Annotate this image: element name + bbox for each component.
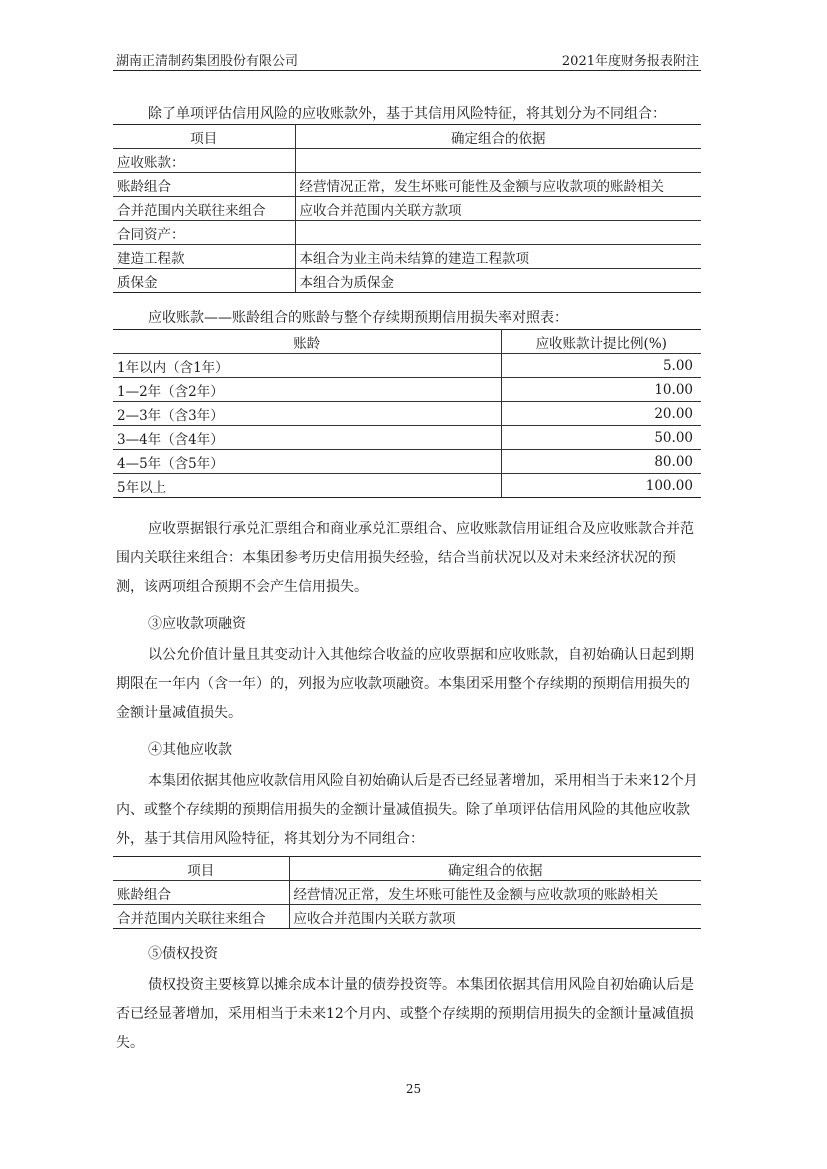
- table-row: [113, 173, 701, 197]
- table-header-cell: 应收账款计提比例(%): [501, 330, 701, 354]
- table-row: [113, 450, 701, 474]
- table-cell: 应收合并范围内关联方款项: [289, 905, 701, 929]
- intro-receivables-grouping: 除了单项评估信用风险的应收账款外，基于其信用风险特征，将其划分为不同组合：: [148, 106, 666, 122]
- notes-paragraph: 本集团依据其他应收款信用风险自初始确认后是否已经显著增加，采用相当于未来12个月内、或整个存续期的预期信用损失的金额计量减值损失。除了单项评估信用风险的其他应收款外，基于其信用风险特征，将其划分为不同组合：: [116, 773, 698, 847]
- header-company: 湖南正清制药集团股份有限公司: [116, 54, 299, 69]
- table-header-cell: 项目: [113, 125, 295, 149]
- table-cell: 2—3年（含3年）: [113, 402, 501, 426]
- table-row: [113, 474, 701, 498]
- notes-paragraph: 应收票据银行承兑汇票组合和商业承兑汇票组合、应收账款信用证组合及应收账款合并范围内关联往来组合：本集团参考历史信用损失经验，结合当前状况以及对未来经济状况的预测，该两项组合预期不会产生信用损失。: [116, 521, 694, 595]
- table-cell: 50.00: [501, 426, 701, 450]
- header-report-title: 2021年度财务报表附注: [561, 54, 699, 69]
- table-cell: 80.00: [501, 450, 701, 474]
- table-cell: 经营情况正常，发生坏账可能性及金额与应收款项的账龄相关: [295, 173, 701, 197]
- section-heading: ④其他应收款: [148, 742, 232, 758]
- table-header-row: [113, 330, 701, 354]
- table-cell: 本组合为业主尚未结算的建造工程款项: [295, 245, 701, 269]
- table-cell: [295, 149, 701, 173]
- table-row: [113, 149, 701, 173]
- table-header-cell: 确定组合的依据: [295, 125, 701, 149]
- table-row: [113, 881, 701, 905]
- table-row: [113, 354, 701, 378]
- table-cell: 5.00: [501, 354, 701, 378]
- table-cell: 账龄组合: [113, 173, 295, 197]
- table-cell: 合并范围内关联往来组合: [113, 197, 295, 221]
- table-cell: 100.00: [501, 474, 701, 498]
- page-number: 25: [405, 1082, 422, 1096]
- table-cell: 1年以内（含1年）: [113, 354, 501, 378]
- intro-aging-rate-table: 应收账款——账龄组合的账龄与整个存续期预期信用损失率对照表：: [148, 310, 568, 326]
- table-cell: 4—5年（含5年）: [113, 450, 501, 474]
- table-cell: 10.00: [501, 378, 701, 402]
- table-row: [113, 402, 701, 426]
- table-cell: 应收账款：: [113, 149, 295, 173]
- table-row: [113, 905, 701, 929]
- table-row: [113, 221, 701, 245]
- table-cell: 建造工程款: [113, 245, 295, 269]
- notes-paragraph: 以公允价值计量且其变动计入其他综合收益的应收票据和应收账款，自初始确认日起到期期限在一年内（含一年）的，列报为应收款项融资。本集团采用整个存续期的预期信用损失的金额计量减值损失。: [116, 647, 694, 721]
- receivables-grouping-table: [113, 124, 701, 293]
- section-heading: ③应收款项融资: [148, 616, 246, 632]
- table-cell: 5年以上: [113, 474, 501, 498]
- other-receivables-grouping-table: [113, 856, 701, 929]
- aging-rate-table: [113, 329, 701, 498]
- table-cell: 1—2年（含2年）: [113, 378, 501, 402]
- table-row: [113, 426, 701, 450]
- table-cell: 应收合并范围内关联方款项: [295, 197, 701, 221]
- table-cell: 3—4年（含4年）: [113, 426, 501, 450]
- table-header-cell: 确定组合的依据: [289, 857, 701, 881]
- table-cell: 合同资产：: [113, 221, 295, 245]
- table-header-cell: 项目: [113, 857, 289, 881]
- table-cell: 经营情况正常，发生坏账可能性及金额与应收款项的账龄相关: [289, 881, 701, 905]
- table-cell: 质保金: [113, 269, 295, 293]
- table-row: [113, 269, 701, 293]
- table-cell: 账龄组合: [113, 881, 289, 905]
- table-cell: 合并范围内关联往来组合: [113, 905, 289, 929]
- table-header-row: [113, 125, 701, 149]
- table-cell: [295, 221, 701, 245]
- table-header-cell: 账龄: [113, 330, 501, 354]
- header-rule: [113, 70, 701, 71]
- table-row: [113, 197, 701, 221]
- table-row: [113, 245, 701, 269]
- notes-paragraph: 债权投资主要核算以摊余成本计量的债券投资等。本集团依据其信用风险自初始确认后是否已经显著增加，采用相当于未来12个月内、或整个存续期的预期信用损失的金额计量减值损失。: [116, 977, 694, 1051]
- section-heading: ⑤债权投资: [148, 946, 218, 962]
- table-cell: 本组合为质保金: [295, 269, 701, 293]
- table-header-row: [113, 857, 701, 881]
- table-cell: 20.00: [501, 402, 701, 426]
- table-row: [113, 378, 701, 402]
